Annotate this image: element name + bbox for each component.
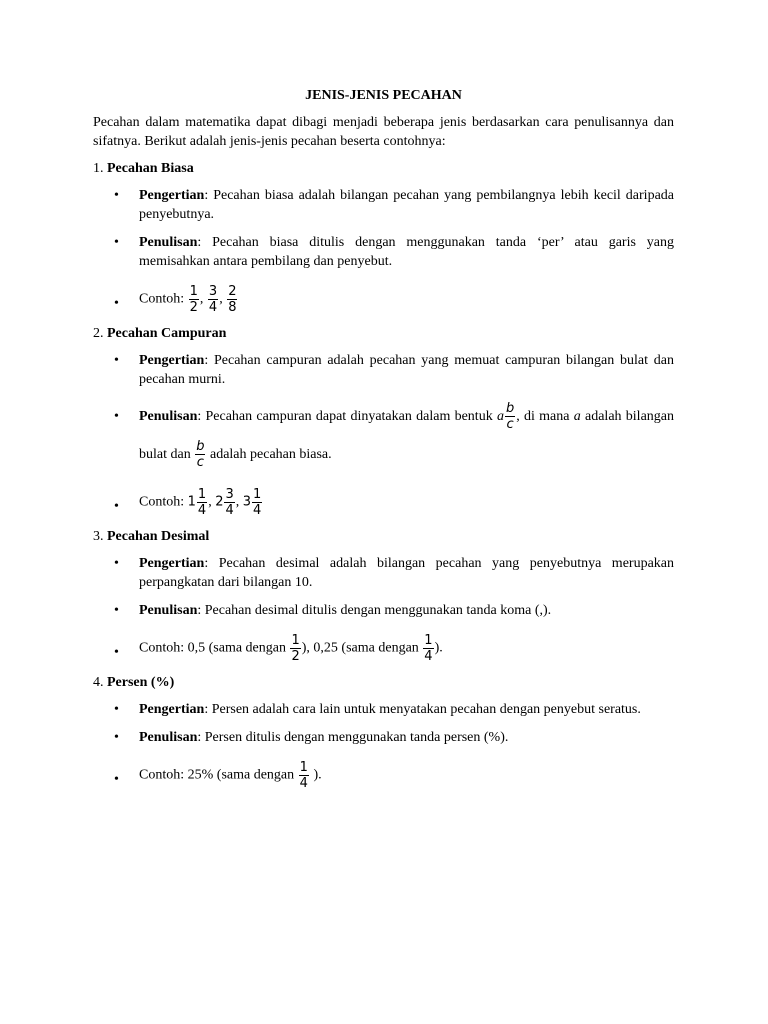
section-list-persen: [93, 700, 674, 791]
fraction: $\frac{1}{4}$: [253, 487, 262, 518]
fraction: $\frac{b}{c}$: [505, 401, 515, 433]
bullet-icon: •: [114, 499, 119, 514]
bullet-icon: •: [114, 702, 119, 717]
section-heading-pecahan-biasa: 1. Pecahan Biasa: [93, 161, 194, 176]
fraction: $\frac{1}{4}$: [424, 633, 433, 664]
section-heading-pecahan-campuran: 2. Pecahan Campuran: [93, 326, 227, 341]
section-list-pecahan-biasa: [93, 186, 674, 315]
document-body: [93, 86, 674, 800]
bullet-icon: •: [114, 409, 119, 424]
list-item: • Penulisan: Pecahan desimal ditulis dengan menggunakan tanda koma (,).: [114, 603, 552, 618]
fraction: $\frac{3}{4}$: [208, 284, 218, 315]
fraction: $\frac{2}{8}$: [228, 284, 237, 315]
bullet-icon: •: [114, 730, 119, 745]
fraction: $\frac{1}{4}$: [197, 487, 207, 518]
intro-paragraph: Pecahan dalam matematika dapat dibagi menjadi beberapa jenis berdasarkan cara penulisannya dan sifatnya. Berikut adalah jenis-jenis pecahan beserta contohnya:: [93, 115, 674, 149]
bullet-icon: •: [114, 235, 119, 250]
bullet-icon: •: [114, 772, 119, 787]
list-item: • Pengertian: Pecahan campuran adalah pecahan yang memuat campuran bilangan bulat dan pecahan murni.: [114, 353, 674, 387]
section-list-pecahan-campuran: [93, 351, 674, 518]
bullet-icon: •: [114, 188, 119, 203]
list-item: • Contoh: $\frac{1}{2}$ , $\frac{3}{4}$ , $\frac{2}{8}$: [114, 284, 237, 315]
bullet-icon: •: [114, 556, 119, 571]
section-list-pecahan-desimal: [93, 554, 674, 664]
list-item: • Pengertian: Persen adalah cara lain untuk menyatakan pecahan dengan penyebut seratus.: [114, 702, 641, 717]
list-item: • Pengertian: Pecahan biasa adalah bilangan pecahan yang pembilangnya lebih kecil daripada penyebutnya.: [114, 188, 674, 222]
list-item: • Contoh: 25% (sama dengan $\frac{1}{4}$ ).: [114, 760, 322, 791]
list-item: • Penulisan: Pecahan campuran dapat dinyatakan dalam bentuk a $\frac{b}{c}$ , di mana a adalah bilangan bulat dan $\frac{b}{c}$ adalah pecahan biasa.: [93, 398, 674, 474]
list-item: • Pengertian: Pecahan desimal adalah bilangan pecahan yang penyebutnya merupakan perpangkatan dari bilangan 10.: [114, 556, 674, 590]
bullet-icon: •: [114, 296, 119, 311]
list-item: • Contoh: 1 $\frac{1}{4}$ , 2 $\frac{3}{4}$ , 3 $\frac{1}{4}$: [114, 487, 262, 518]
section-heading-persen: 4. Persen (%): [93, 675, 175, 690]
fraction: $\frac{3}{4}$: [225, 487, 234, 518]
list-item: • Penulisan: Persen ditulis dengan menggunakan tanda persen (%).: [114, 730, 509, 745]
section-heading-pecahan-desimal: 3. Pecahan Desimal: [93, 529, 210, 544]
bullet-icon: •: [114, 603, 119, 618]
fraction: $\frac{1}{4}$: [299, 760, 308, 791]
bullet-icon: •: [114, 645, 119, 660]
bullet-icon: •: [114, 353, 119, 368]
document-title: JENIS-JENIS PECAHAN: [305, 88, 462, 103]
list-item: • Penulisan: Pecahan biasa ditulis dengan menggunakan tanda ‘per’ atau garis yang memisahkan antara pembilang dan penyebut.: [114, 235, 674, 269]
fraction: $\frac{1}{2}$: [189, 284, 198, 315]
fraction: $\frac{1}{2}$: [291, 633, 300, 664]
list-item: • Contoh: 0,5 (sama dengan $\frac{1}{2}$ ), 0,25 (sama dengan $\frac{1}{4}$ ).: [114, 633, 443, 664]
fraction: $\frac{b}{c}$: [196, 439, 205, 471]
